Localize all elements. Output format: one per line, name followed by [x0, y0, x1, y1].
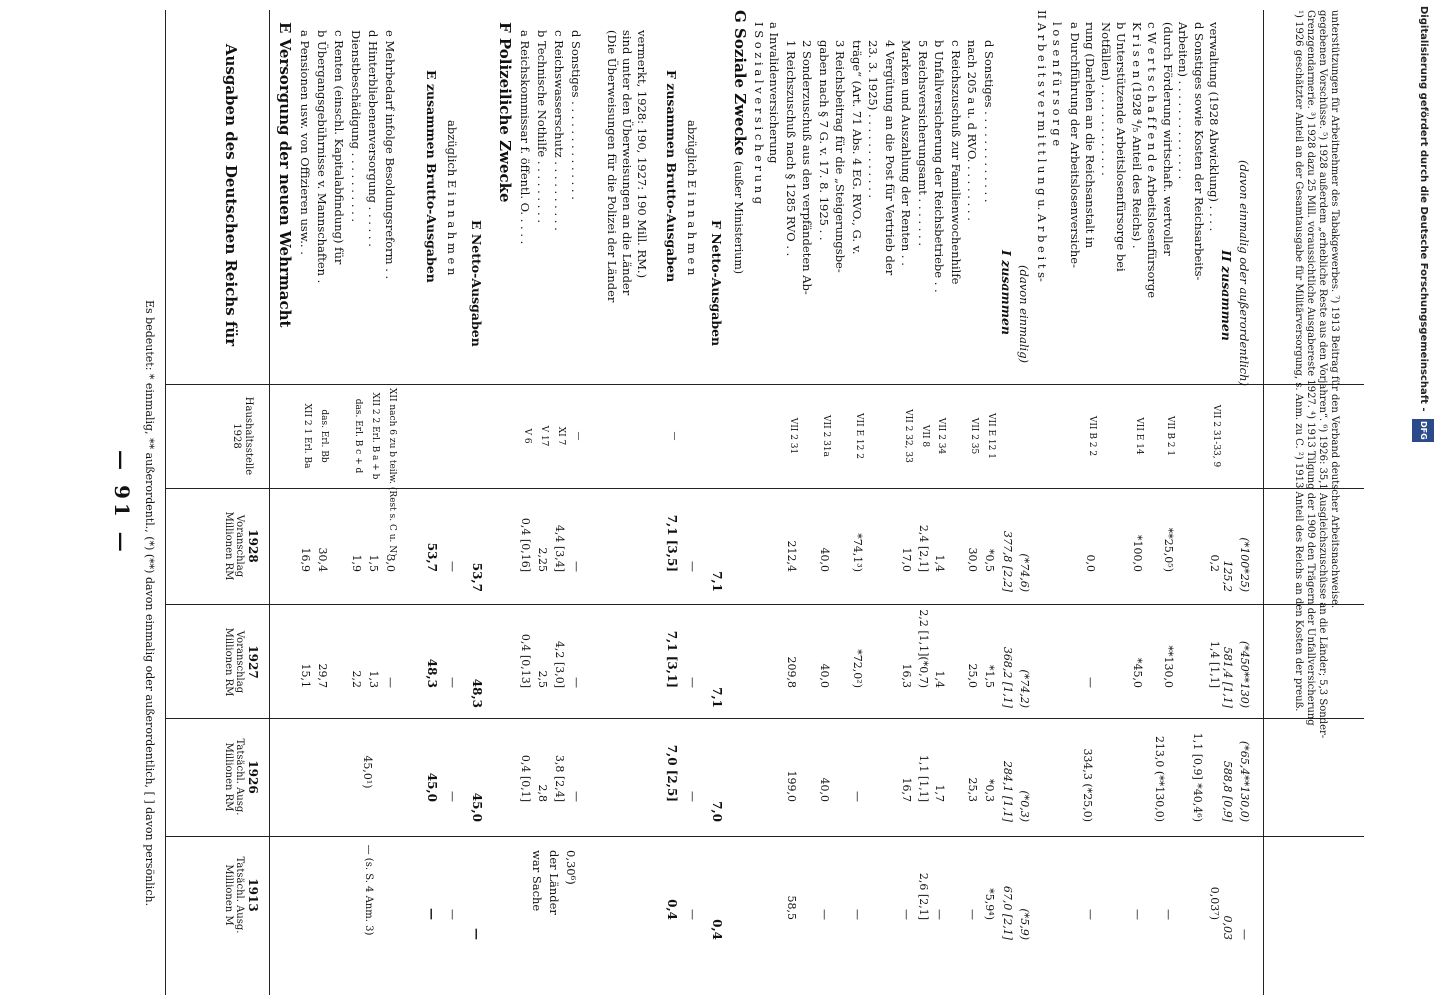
table-row-ref: XII 2 1 Erl. Ba [302, 403, 312, 469]
table-row-1927: 2,5 [536, 670, 549, 688]
table-row-1928: 4,4 [3,4] [553, 524, 566, 572]
table-row-label: 23. 3. 1925) . . . . . . . . . . . . [866, 40, 881, 199]
table-row-label: 4 Vergütung an die Post für Vertrieb der [883, 40, 897, 276]
table-row-label: nach 205 a u. d RVO. . . . . . . . . [965, 40, 980, 221]
col-1913-sub: Tatsächl. Ausg. Millionen M [222, 856, 246, 934]
table-row-label: gaben nach § 7 G. v. 17. 8. 1925 . . [817, 40, 831, 241]
table-row-1928: 17,0 [900, 547, 914, 572]
table-row-1928: 16,9 [299, 547, 312, 572]
table-row-1928: — [570, 561, 583, 572]
g-ii-total-1926: 588,8 [0,9] [1221, 760, 1234, 822]
table-row-1926: — [851, 791, 864, 802]
f-total-1913: 0,4 [665, 899, 679, 920]
table-row-label: a Durchführung der Arbeitslosenversiche- [1068, 22, 1082, 269]
e-net-1913: — [470, 928, 484, 940]
table-row-ref: VII 2 35 [969, 417, 980, 455]
e-net-1926: 45,0 [470, 792, 484, 822]
f-total-ref: — [669, 431, 679, 441]
table-row-ref: VII 8 [920, 424, 930, 448]
table-row-label: 5 Reichsversicherungsamt . . . . . . . [916, 40, 930, 247]
col-rule-1926 [166, 718, 1364, 719]
e-less-1928: — [446, 561, 459, 572]
f-net-1926: 7,0 [710, 801, 724, 822]
table-row-1926: — [570, 791, 583, 802]
f-less-label: abzüglich E i n n a h m e n [685, 120, 699, 276]
table-bottom-rule [1263, 10, 1264, 995]
table-row-1927: 25,0 [966, 663, 980, 688]
col-1926-sub: Tatsächl. Ausg. Millionen RM [222, 738, 246, 816]
footnote-1: ¹) 1926 geschätzter Anteil an der Gesamtausgabe für Militärversorgung, s. Anm. zu C. ²) 1913 Anteil des Reichs an den Kosten der preuß. [1293, 10, 1304, 712]
table-row-1926: 25,3 [966, 777, 980, 802]
table-row-1926: 40,0 [818, 777, 831, 802]
table-row-label: K r i s e n (1928 ⁴/₅ Anteil des Reichs) . [1130, 22, 1144, 249]
table-row-label: d Sonstiges . . . . . . . . . . . . . . [569, 30, 583, 200]
g-i-once-1928: (*74,6) [1018, 553, 1031, 592]
header-bottom-rule [269, 10, 270, 995]
g-i-total-1927: 368,2 [1,1] [1001, 646, 1014, 708]
table-row-ref: VII 2 34 [936, 417, 947, 455]
table-row-1927: 40,0 [818, 663, 831, 688]
table-row-1913: — [900, 909, 914, 920]
table-row-label: a Pensionen usw. von Offizieren usw.. . [298, 30, 312, 255]
table-top-rule [165, 10, 166, 995]
e-total-1913: — [425, 908, 439, 920]
g-i-once-label: (davon einmalig) [1017, 265, 1031, 364]
e-net-label: E Netto-Ausgaben [469, 220, 484, 347]
table-row-label: b Unfallversicherung der Reichsbetriebe . . [932, 40, 947, 293]
col-rule-1927 [166, 604, 1364, 605]
table-row-1926: 0,4 [0,1] [519, 754, 532, 802]
table-row-1926: 199,0 [785, 770, 798, 802]
table-row-1913: 2,6 [2,1] [917, 872, 930, 920]
table-row-1913: — [1084, 909, 1098, 920]
table-row-label: 1 Reichszuschuß nach § 1285 RVO . . [784, 40, 798, 257]
table-row-1926: 2,8 [536, 784, 549, 802]
section-g-sub1a: a Invalidenversicherung [767, 22, 781, 164]
table-row-label: 3 Reichsbeitrag für die „Steigerungsbe- [833, 40, 848, 273]
table-row-label: a Reichskommissar f. öffentl. O. . . . . [518, 30, 532, 245]
table-title: Ausgaben des Deutschen Reichs für [222, 43, 240, 347]
table-row-ref: das. Erl. Bb [319, 409, 329, 463]
table-row-1926: *0,3 [983, 779, 996, 802]
f-total-1928: 7,1 [3,5] [665, 514, 679, 572]
section-g-title [731, 10, 749, 274]
legend: Es bedeutet: * einmalig, ** außerordentl., (*) (**) davon einmalig oder außerordentlich, [ ] davon persönlich. [143, 300, 156, 907]
section-f-title: F Polizeiliche Zwecke [496, 22, 514, 203]
table-row-1928: 1,4 [933, 554, 947, 572]
table-row-label: c Renten (einschl. Kapitalabfindung) für [332, 30, 346, 265]
table-row-label: (durch Förderung wirtschaft. wertvoller [1161, 22, 1175, 256]
table-row-1928: 212,4 [785, 540, 798, 572]
sidebar-credit-text: Digitalisierung gefördert durch die Deutsche Forschungsgemeinschaft - [1418, 6, 1429, 412]
table-row-1927: 15,1 [299, 663, 312, 688]
table-row-1913: 0,03⁷) [1208, 886, 1222, 920]
table-row-1927: *1,5 [983, 665, 996, 688]
table-row-1927: — [384, 677, 397, 688]
table-row-1928: 0,2 [1208, 554, 1222, 572]
section-g-title-suffix: (außer Ministerium) [732, 160, 745, 275]
col-header-1928 [222, 492, 259, 600]
footnote-3: gegebenen Vorschüsse. ⁵) 1928 außerdem „erhebliche Reste aus den Vorjahren“. ⁶) 1926: 35,1 Ausgleichszuschüsse an die Länder; 5,3 Sonder- [1317, 10, 1328, 739]
table-row-ref: VII E 14 [1134, 417, 1144, 455]
table-row-1928: 2,4 [2,1] [917, 524, 930, 572]
f-note-2: sind unter den Überweisungen an die Länder [620, 30, 634, 296]
table-row-1913: — [933, 909, 947, 920]
table-row-ref: das. Erl. B c + d [353, 398, 363, 474]
g-i-total-1913: 67,0 [2,1] [1001, 885, 1014, 940]
table-row-label: b Technische Nothilfe . . . . . . . . . [535, 30, 549, 223]
table-row-1928: 2,25 [536, 547, 549, 572]
table-row-1928: 0,0 [1084, 554, 1098, 572]
col-1928-year: 1928 [246, 529, 260, 563]
table-row-1928: 0,4 [0,16] [519, 517, 532, 572]
f-less-1927: — [686, 677, 699, 688]
table-row-ref: XII 2 2 Erl. B a + b [370, 392, 380, 480]
section-g-sub2-l2: l o s e n f ü r s o r g e [1050, 22, 1064, 147]
e-less-label: abzüglich E i n n a h m e n [445, 120, 459, 276]
table-row-1913: *5,9⁴) [983, 888, 996, 920]
g-ii-once-1927: (*450**130) [1238, 640, 1251, 708]
footnote-2: Grenzgendarmerie. ³) 1928 dazu 25 Mill. voraussichtliche Ausgabereste 1927. ⁴) 1913 Tilgung der 1909 den Trägern der Unfallversicherung [1305, 10, 1316, 726]
table-row-ref: XII nach 6 zu b teilw. (Rest s. C u. N) [387, 388, 397, 557]
f-total-1926: 7,0 [2,5] [665, 744, 679, 802]
g-ii-total-1913: 0,03 [1221, 915, 1234, 940]
table-row-label: 2 Sonderzuschuß aus den verpfändeten Ab- [800, 40, 815, 295]
f-net-1928: 7,1 [710, 571, 724, 592]
g-ii-1926-a: 334,3 (*25,0) [1081, 748, 1094, 822]
table-row-ref: VII 2 31-33, 9 [1211, 404, 1222, 468]
table-row-label: c Reichszuschuß zur Familienwochenhilfe [949, 40, 963, 285]
col-1928-sub: Voranschlag Millionen RM [222, 511, 246, 581]
e-total-label: E zusammen Brutto-Ausgaben [424, 70, 439, 283]
table-row-1927: 29,7 [316, 663, 329, 688]
g-i-total-1926: 284,1 [1,1] [1001, 760, 1014, 822]
table-row-ref: VII 2 31 [788, 417, 798, 455]
table-row-ref: VII E 12 2 [854, 413, 864, 459]
table-row-label: e Mehrbedarf infolge Besoldungsreform . . [383, 30, 397, 280]
e-less-1913: — [446, 909, 459, 920]
col-1913-year: 1913 [246, 878, 260, 912]
f-net-label: F Netto-Ausgaben [709, 220, 724, 347]
table-row-1928: 1,9 [350, 554, 363, 572]
g-ii-total-label: II zusammen [1219, 250, 1234, 341]
table-row-ref: V 6 [522, 428, 532, 444]
table-row-ref: VII 2 31a [821, 415, 831, 457]
g-i-total-label: I zusammen [999, 250, 1014, 336]
e-less-1927: — [446, 677, 459, 688]
digitization-sidebar [1412, 0, 1434, 1000]
f-note-3: vermerkt, 1928: 190, 1927: 190 Mill. RM.) [635, 30, 649, 279]
table-row-label: Notfällen) . . . . . . . . . . . . . [1099, 22, 1113, 176]
table-row-1927: 2,2 [350, 670, 363, 688]
g-ii-1926-c: 1,1 [0,9] *40,4⁶) [1191, 732, 1204, 822]
col-rule-1913 [166, 836, 1364, 837]
g-i-once-1926: (*0,3) [1018, 790, 1031, 822]
table-row-1927: 1,3 [367, 670, 380, 688]
table-row-1928: *0,5 [983, 549, 996, 572]
f-note-1: (Die Überweisungen für die Polizei der Länder [605, 30, 619, 303]
table-row-1926: 1,1 [1,1] [917, 754, 930, 802]
table-row-label: Marken und Auszahlung der Renten . . [899, 40, 914, 266]
f-1913-note-2: der Länder [547, 850, 561, 915]
e-net-1928: 53,7 [470, 562, 484, 592]
f-net-1913: 0,4 [710, 919, 724, 940]
table-row-1927: — [1084, 677, 1098, 688]
table-row-label: b Unterstützende Arbeitslosenfürsorge bei [1114, 22, 1129, 272]
table-row-1927: 1,4 [933, 670, 947, 688]
table-row-1928: 3,0 [384, 554, 397, 572]
dfg-logo: DFG [1412, 419, 1434, 442]
e-total-1928: 53,7 [425, 542, 439, 572]
table-row-label: träge“ (Art. 71 Abs. 4 EG. RVO., G. v. [850, 40, 864, 255]
table-row-1927: **130,0 [1162, 645, 1175, 688]
table-row-ref: VII B 2 1 [1165, 415, 1175, 457]
table-row-1928: 40,0 [818, 547, 831, 572]
col-1927-sub: Voranschlag Millionen RM [222, 627, 246, 697]
table-row-1926: 16,7 [900, 777, 914, 802]
g-ii-once-1928: (*100*25) [1238, 537, 1251, 592]
footnote-4: unterstützungen für Arbeitnehmer des Tabakgewerbes. ⁷) 1913 Beitrag für den Verband deutscher Arbeitsnachweise. [1329, 10, 1340, 609]
table-row-1928: 1,5 [367, 554, 380, 572]
e-brace-1913: — (s. S. 4 Anm. 3) [363, 844, 374, 936]
table-row-1913: — [851, 909, 864, 920]
f-less-1913: — [686, 909, 699, 920]
e-total-1927: 48,3 [425, 658, 439, 688]
page-number: — 91 — [110, 450, 134, 556]
table-row-1928: **25,0⁵) [1162, 527, 1175, 572]
table-row-1913: — [1162, 909, 1175, 920]
f-total-1927: 7,1 [3,1] [665, 630, 679, 688]
g-ii-once-1913: — [1238, 929, 1251, 940]
section-g-sub1: I S o z i a l v e r s i c h e r u n g [752, 22, 766, 205]
table-row-ref: VII 2 32, 33 [903, 409, 914, 463]
col-rule-1928 [166, 488, 1364, 489]
table-row-label: rung (Darlehen an die Reichsanstalt in [1083, 22, 1098, 249]
table-row-1928: 30,4 [316, 547, 329, 572]
g-ii-once-1926: (*65,4**130,0) [1238, 740, 1251, 822]
table-row-1926: 1,7 [933, 784, 947, 802]
col-header-1926 [222, 722, 259, 832]
table-row-label: Dienstbeschädigung . . . . . . . . . . [349, 30, 363, 223]
table-row-label: d Hinterbliebenenversorgung . . . . . . [366, 30, 380, 247]
col-header-1927 [222, 608, 259, 716]
table-row-1927: 0,4 [0,13] [519, 633, 532, 688]
g-ii-1926-b: 213,0 (**130,0) [1153, 735, 1166, 822]
col-rule-ref [166, 384, 1364, 385]
section-g-sub2-l1: II A r b e i t s v e r m i t t l u n g u. A r b e i t s- [1035, 10, 1049, 282]
table-row-1927: 2,2 [1,1](*0,7) [917, 609, 930, 688]
table-row-label: d Sonstiges . . . . . . . . . . . . . [982, 40, 996, 203]
table-row-1927: 4,2 [3,0] [553, 640, 566, 688]
f-total-label: F zusammen Brutto-Ausgaben [664, 70, 679, 283]
f-net-1927: 7,1 [710, 687, 724, 708]
table-row-ref: XI 7 [556, 426, 566, 446]
e-total-1926: 45,0 [425, 772, 439, 802]
table-row-1926: 3,8 [2,4] [553, 754, 566, 802]
e-less-1926: — [446, 791, 459, 802]
table-row-ref: — [573, 431, 583, 441]
col-1926-year: 1926 [246, 760, 260, 794]
g-i-total-1928: 377,8 [2,2] [1001, 530, 1014, 592]
g-ii-once-label: (davon einmalig oder außerordentlich) [1237, 160, 1251, 387]
table-row-1927: 1,4 [1,1] [1208, 640, 1222, 688]
f-less-1926: — [686, 791, 699, 802]
f-less-1928: — [686, 561, 699, 572]
table-row-1927: *45,0 [1131, 658, 1144, 688]
section-g-title-main: G Soziale Zwecke [731, 10, 749, 156]
f-1913-note-1: war Sache [530, 850, 544, 912]
table-row-ref: VII E 12 1 [986, 413, 996, 459]
table-row-1928: *100,0 [1131, 535, 1144, 572]
e-net-1927: 48,3 [470, 678, 484, 708]
table-row-1927: *72,0²) [851, 649, 864, 688]
table-row-1928: 30,0 [966, 547, 980, 572]
g-ii-total-1928: 125,2 [1221, 560, 1234, 592]
table-row-label: verwaltung (1928 Abwicklung) . . . . [1207, 22, 1222, 232]
col-header-ref: Haushaltsstelle 1928 [231, 396, 254, 476]
g-i-once-1927: (*74,2) [1018, 669, 1031, 708]
table-row-ref: V 17 [539, 425, 549, 447]
g-i-once-1913: (*5,9) [1018, 908, 1031, 940]
table-row-label: c W e r t s c h a f f e n d e Arbeitslosenfürsorge [1145, 22, 1160, 299]
section-e-title: E Versorgung der neuen Wehrmacht [276, 22, 294, 328]
table-row-1928: *74,1³) [851, 533, 864, 572]
table-row-label: b Übergangsgebührnisse v. Mannschaften . [315, 30, 329, 284]
table-row-1913: — [818, 909, 831, 920]
table-row-1927: — [570, 677, 583, 688]
table-row-label: d Sonstiges sowie Kosten der Reichsarbeits- [1192, 22, 1206, 281]
g-ii-total-1927: 581,4 [1,1] [1221, 646, 1234, 708]
col-1927-year: 1927 [246, 645, 260, 679]
table-row-1927: 209,8 [785, 656, 798, 688]
table-row-label: Arbeiten) . . . . . . . . . . . . . . [1176, 22, 1191, 180]
table-row-1913: 58,5 [785, 895, 798, 920]
table-row-1927: 16,3 [900, 663, 914, 688]
table-row-1913: — [966, 909, 980, 920]
table-row-label: c Reichswasserschutz . . . . . . . . . . [552, 30, 566, 231]
table-row-1913: — [1131, 909, 1144, 920]
col-header-1913 [222, 840, 259, 950]
sidebar-credit [1412, 0, 1434, 1006]
table-row-ref: VII B 2 2 [1087, 415, 1098, 457]
e-brace-1926: 45,0¹) [361, 755, 374, 789]
f-1913-note-3: 0,30⁶) [564, 850, 578, 885]
